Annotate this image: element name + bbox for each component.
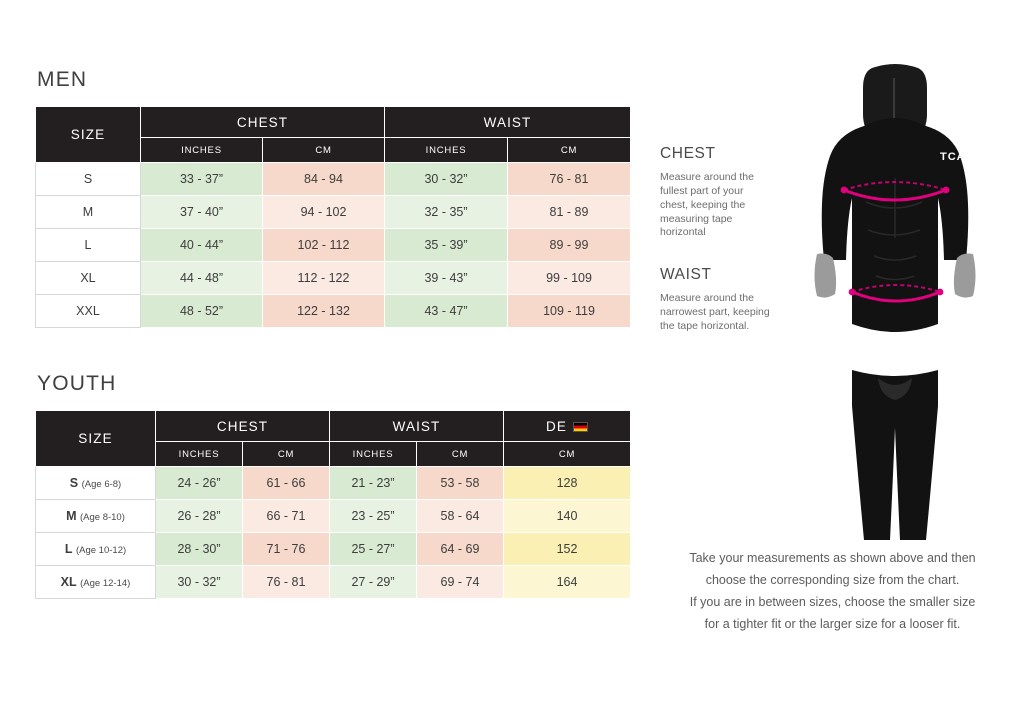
youth-row-de-cm: 152	[504, 533, 631, 566]
men-subheader-waist-inches: INCHES	[385, 138, 508, 163]
table-row	[36, 500, 631, 533]
youth-subheader-chest-cm: CM	[243, 442, 330, 467]
waist-instruction-text: Measure around the narrowest part, keeping the tape horizontal.	[660, 292, 770, 333]
youth-header-size: SIZE	[36, 411, 156, 467]
men-row-waist-cm: 81 - 89	[508, 196, 631, 229]
youth-row-chest-cm: 71 - 76	[243, 533, 330, 566]
chest-instruction-heading: CHEST	[660, 145, 716, 162]
men-subheader-chest-cm: CM	[263, 138, 385, 163]
chest-instruction-text: Measure around the fullest part of your chest, keeping the measuring tape horizontal	[660, 171, 754, 239]
instructions-column	[660, 145, 770, 360]
youth-row-chest-inches: 24 - 26”	[156, 467, 243, 500]
men-row-chest-inches: 44 - 48”	[141, 262, 263, 295]
waist-instruction-heading: WAIST	[660, 266, 712, 284]
men-section-title: MEN	[37, 68, 88, 91]
measurement-figure	[790, 60, 1000, 540]
footer-line-1: Take your measurements as shown above and then	[689, 551, 976, 565]
youth-subheader-waist-cm: CM	[417, 442, 504, 467]
table-row	[36, 262, 631, 295]
youth-row-chest-inches: 30 - 32”	[156, 566, 243, 599]
men-size-table	[35, 106, 631, 328]
brand-logo: TCA	[940, 151, 966, 163]
table-row	[36, 196, 631, 229]
youth-row-size-label: XL	[60, 575, 77, 589]
men-row-chest-inches: 48 - 52”	[141, 295, 263, 328]
youth-row-de-cm: 140	[504, 500, 631, 533]
men-row-chest-inches: 40 - 44”	[141, 229, 263, 262]
youth-header-chest: CHEST	[156, 411, 330, 442]
men-row-chest-inches: 37 - 40”	[141, 196, 263, 229]
youth-row-size	[36, 533, 156, 566]
youth-row-age: (Age 8-10)	[80, 512, 125, 523]
men-subheader-waist-cm: CM	[508, 138, 631, 163]
youth-row-de-cm: 128	[504, 467, 631, 500]
youth-header-waist: WAIST	[330, 411, 504, 442]
youth-row-waist-inches: 25 - 27”	[330, 533, 417, 566]
men-row-waist-cm: 76 - 81	[508, 163, 631, 196]
men-row-size: S	[36, 163, 141, 196]
youth-row-chest-inches: 28 - 30”	[156, 533, 243, 566]
youth-section-title: YOUTH	[37, 372, 117, 395]
youth-row-de-cm: 164	[504, 566, 631, 599]
youth-row-waist-cm: 53 - 58	[417, 467, 504, 500]
table-row	[36, 566, 631, 599]
youth-subheader-waist-inches: INCHES	[330, 442, 417, 467]
men-row-waist-cm: 99 - 109	[508, 262, 631, 295]
youth-row-age: (Age 10-12)	[75, 545, 127, 556]
men-row-waist-inches: 35 - 39”	[385, 229, 508, 262]
youth-row-chest-cm: 66 - 71	[243, 500, 330, 533]
men-header-waist: WAIST	[385, 107, 631, 138]
youth-row-age: (Age 6-8)	[81, 479, 122, 490]
table-row	[36, 467, 631, 500]
men-subheader-chest-inches: INCHES	[141, 138, 263, 163]
youth-section	[35, 372, 635, 599]
men-row-chest-cm: 94 - 102	[263, 196, 385, 229]
footer-line-4: for a tighter fit or the larger size for a looser fit.	[704, 616, 961, 631]
footer-line-3: If you are in between sizes, choose the smaller size	[689, 594, 976, 609]
men-row-waist-inches: 39 - 43”	[385, 262, 508, 295]
men-row-size: XL	[36, 262, 141, 295]
table-row	[36, 295, 631, 328]
figure-left-hand	[815, 254, 837, 298]
table-row	[36, 229, 631, 262]
footer-line-2: choose the corresponding size from the chart.	[705, 572, 960, 587]
youth-row-waist-inches: 27 - 29”	[330, 566, 417, 599]
men-row-size: M	[36, 196, 141, 229]
men-row-chest-inches: 33 - 37”	[141, 163, 263, 196]
youth-row-waist-inches: 23 - 25”	[330, 500, 417, 533]
youth-row-size-label: S	[69, 476, 79, 490]
youth-subheader-chest-inches: INCHES	[156, 442, 243, 467]
youth-row-chest-cm: 76 - 81	[243, 566, 330, 599]
men-row-size: XXL	[36, 295, 141, 328]
figure-right-hand	[954, 254, 976, 298]
men-row-waist-inches: 43 - 47”	[385, 295, 508, 328]
men-header-size: SIZE	[36, 107, 141, 163]
youth-row-chest-cm: 61 - 66	[243, 467, 330, 500]
men-header-chest: CHEST	[141, 107, 385, 138]
table-row	[36, 163, 631, 196]
footer-note	[645, 548, 1020, 636]
youth-subheader-de-cm: CM	[504, 442, 631, 467]
men-row-waist-cm: 89 - 99	[508, 229, 631, 262]
germany-flag-icon	[573, 422, 588, 432]
men-row-waist-inches: 32 - 35”	[385, 196, 508, 229]
men-row-chest-cm: 112 - 122	[263, 262, 385, 295]
youth-row-waist-cm: 64 - 69	[417, 533, 504, 566]
men-table-header-row	[36, 107, 631, 138]
youth-row-waist-cm: 58 - 64	[417, 500, 504, 533]
youth-row-size	[36, 566, 156, 599]
mannequin-illustration	[790, 60, 1000, 540]
men-row-chest-cm: 84 - 94	[263, 163, 385, 196]
men-row-waist-cm: 109 - 119	[508, 295, 631, 328]
youth-header-de-label: DE	[546, 418, 567, 434]
youth-row-waist-cm: 69 - 74	[417, 566, 504, 599]
youth-row-waist-inches: 21 - 23”	[330, 467, 417, 500]
youth-size-table	[35, 410, 631, 599]
youth-row-size	[36, 467, 156, 500]
youth-row-age: (Age 12-14)	[80, 578, 131, 589]
youth-row-size	[36, 500, 156, 533]
youth-table-header-row	[36, 411, 631, 442]
youth-row-chest-inches: 26 - 28”	[156, 500, 243, 533]
table-row	[36, 533, 631, 566]
youth-row-size-label: L	[64, 542, 73, 556]
men-row-chest-cm: 102 - 112	[263, 229, 385, 262]
youth-row-size-label: M	[66, 509, 77, 523]
men-row-waist-inches: 30 - 32”	[385, 163, 508, 196]
youth-header-de	[504, 411, 631, 442]
men-row-chest-cm: 122 - 132	[263, 295, 385, 328]
men-row-size: L	[36, 229, 141, 262]
tables-column	[35, 68, 635, 599]
